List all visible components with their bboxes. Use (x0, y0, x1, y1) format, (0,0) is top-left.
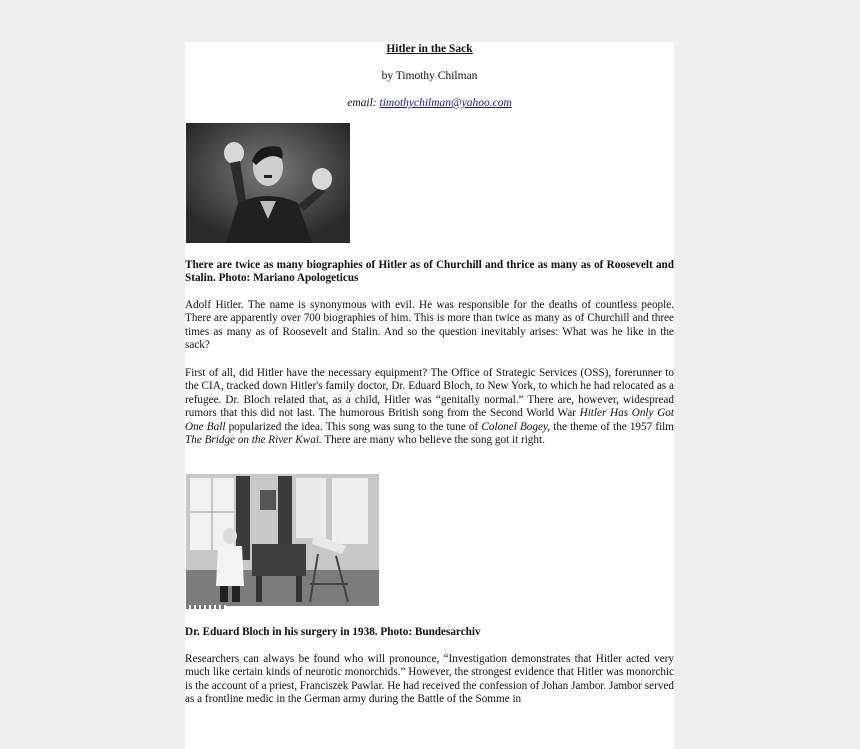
text-run: First of all, did Hitler have the necessary equipment? The Office of Strategic Services (OSS), forerunner to the CIA, tracked down Hitler's family doctor, Dr. Eduard Bloch, to New York, to which he had relocated as a refugee. Dr. Bloch related that, as a child, Hitler was “genitally normal.” There are, however, widespread rumors that this did not last. The humorous British song from the Second World War (185, 367, 674, 420)
bloch-surgery-illustration (186, 474, 379, 606)
hitler-portrait-photo (186, 123, 350, 243)
photo2-caption: Dr. Eduard Bloch in his surgery in 1938. Photo: Bundesarchiv (185, 626, 481, 638)
article-title: Hitler in the Sack (386, 43, 473, 55)
italic-title-run: Hitler Has Only Got One Ball (185, 407, 674, 433)
email-link[interactable]: timothychilman@yahoo.com (379, 97, 512, 109)
text-run: the theme of the 1957 film (550, 420, 674, 433)
paragraph-1: Adolf Hitler. The name is synonymous with evil. He was responsible for the deaths of countless people. There are apparently over 700 biographies of him. This is more than twice as many as of Churchill and three times as many as of Roosevelt and Stalin. And so the question inevitably arises: What was he like in the sack? (185, 299, 674, 352)
document-page (185, 42, 674, 749)
hitler-portrait-illustration (186, 123, 350, 243)
email-line (185, 96, 674, 111)
text-run: popularized the idea. This song was sung to the tune of (225, 420, 482, 433)
photo1-caption: There are twice as many biographies of Hitler as of Churchill and thrice as many as of Roosevelt and Stalin. Photo: Mariano Apologeticus (185, 259, 674, 285)
paragraph-2 (185, 367, 674, 447)
italic-title-run: The Bridge on the River Kwai. (185, 434, 322, 447)
paragraph-3: Researchers can always be found who will pronounce, “Investigation demonstrates that Hitler acted very much like certain kinds of neurotic monorchids.” However, the strongest evidence that Hitler was monorchic is the account of a priest, Franciszek Pawlar. He had received the confession of Johan Jambor. Jambor served as a frontline medic in the German army during the Battle of the Somme in (185, 653, 674, 706)
italic-title-run: Colonel Bogey, (481, 420, 551, 433)
bloch-surgery-photo (186, 474, 379, 606)
article-byline: by Timothy Chilman (381, 70, 478, 82)
email-label: email: (347, 97, 380, 109)
text-run: There are many who believe the song got it right. (321, 434, 545, 447)
photo2-credit-strip (186, 605, 226, 609)
